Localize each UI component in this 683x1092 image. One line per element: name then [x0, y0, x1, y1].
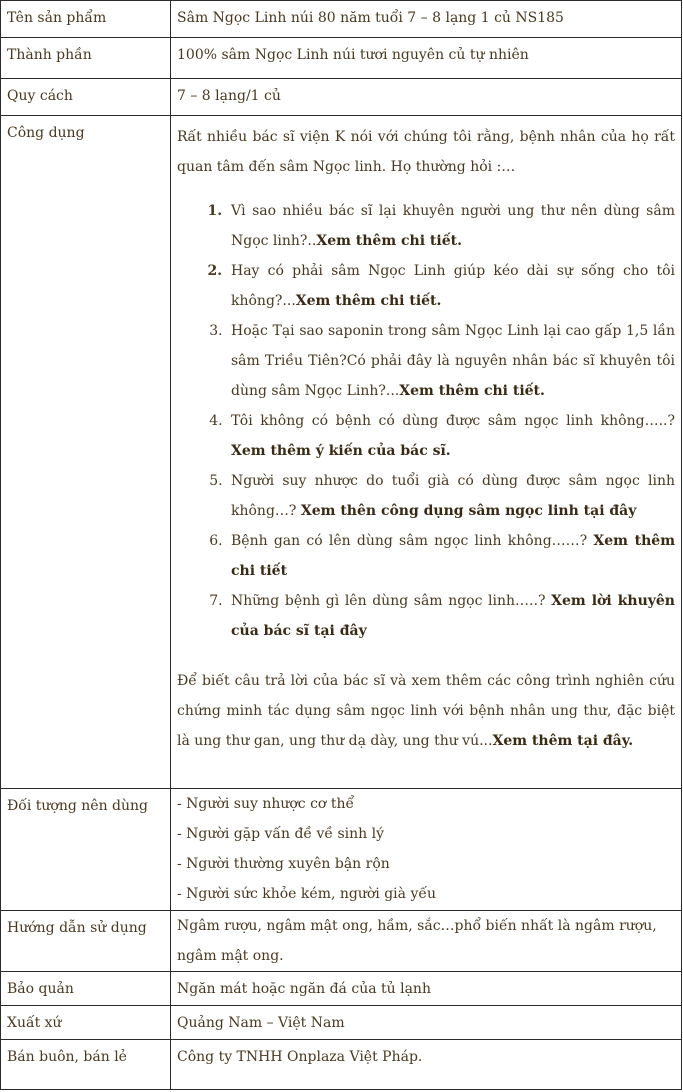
row-storage	[1, 972, 682, 1006]
see-more-link[interactable]: Xem thêm chi tiết.	[295, 293, 442, 309]
row-distributor	[1, 1040, 682, 1090]
distributor-label: Bán buôn, bán lẻ	[1, 1040, 171, 1090]
instructions-label: Hướng dẫn sử dụng	[1, 911, 171, 972]
question-item	[227, 526, 675, 586]
specification-value: 7 – 8 lạng/1 củ	[171, 79, 682, 116]
ingredients-value: 100% sâm Ngọc Linh núi tươi nguyên củ tự nhiên	[171, 38, 682, 79]
question-text: Người suy nhược do tuổi già có dùng được sâm ngọc linh không…?	[231, 473, 675, 519]
storage-value: Ngăn mát hoặc ngăn đá của tủ lạnh	[171, 972, 682, 1006]
uses-question-list	[177, 196, 675, 646]
question-item	[227, 196, 675, 256]
origin-value: Quảng Nam – Việt Nam	[171, 1006, 682, 1040]
question-text: Hay có phải sâm Ngọc Linh giúp kéo dài sự sống cho tôi không?...	[231, 263, 675, 309]
question-text: Những bệnh gì lên dùng sâm ngọc linh…..?	[231, 593, 552, 609]
product-name-label: Tên sản phẩm	[1, 1, 171, 38]
storage-label: Bảo quản	[1, 972, 171, 1006]
row-target-users	[1, 789, 682, 911]
uses-info-link[interactable]: Xem thên công dụng sâm ngọc linh tại đây	[300, 503, 637, 519]
see-more-link[interactable]: Xem thêm chi tiết.	[316, 233, 462, 249]
product-name-value: Sâm Ngọc Linh núi 80 năm tuổi 7 – 8 lạng 1 củ NS185	[171, 1, 682, 38]
target-user-item: - Người sức khỏe kém, người già yếu	[177, 886, 436, 902]
question-text: Vì sao nhiều bác sĩ lại khuyên người ung thư nên dùng sâm Ngọc linh?..	[231, 203, 675, 249]
ingredients-label: Thành phần	[1, 38, 171, 79]
question-item	[227, 466, 675, 526]
question-text: Bệnh gan có lên dùng sâm ngọc linh không……?	[231, 533, 594, 549]
see-more-link[interactable]: Xem thêm chi tiết.	[399, 383, 545, 399]
row-instructions	[1, 911, 682, 972]
row-specification	[1, 79, 682, 116]
uses-label: Công dụng	[1, 116, 171, 789]
origin-label: Xuất xứ	[1, 1006, 171, 1040]
question-text: Tôi không có bệnh có dùng được sâm ngọc linh không…..?	[231, 413, 675, 429]
instructions-value: Ngâm rượu, ngâm mật ong, hầm, sắc…phổ biến nhất là ngâm rượu, ngâm mật ong.	[171, 911, 682, 972]
closing-text: Để biết câu trả lời của bác sĩ và xem thêm các công trình nghiên cứu chứng minh tác dụng sâm ngọc linh với bệnh nhân ung thư, đặc biệt là ung thư gan, ung thư dạ dày, ung thư vú...	[177, 673, 675, 749]
doctor-advice-link[interactable]: Xem lời khuyên của bác sĩ tại đây	[231, 593, 675, 639]
row-uses	[1, 116, 682, 789]
specification-label: Quy cách	[1, 79, 171, 116]
target-user-item: - Người thường xuyên bận rộn	[177, 856, 390, 872]
question-item	[227, 406, 675, 466]
question-item	[227, 316, 675, 406]
see-more-link[interactable]: Xem thêm chi tiết	[231, 533, 676, 579]
target-users-list	[177, 789, 675, 909]
question-text: Hoặc Tại sao saponin trong sâm Ngọc Linh lại cao gấp 1,5 lần sâm Triều Tiên?Có phải đây là nguyên nhân bác sĩ khuyên tôi dùng sâm Ngọc Linh?...	[231, 323, 675, 399]
distributor-value: Công ty TNHH Onplaza Việt Pháp.	[171, 1040, 682, 1090]
uses-closing	[177, 666, 675, 756]
uses-intro: Rất nhiều bác sĩ viện K nói với chúng tôi rằng, bệnh nhân của họ rất quan tâm đến sâm Ngọc linh. Họ thường hỏi :…	[177, 129, 675, 175]
question-item	[227, 586, 675, 646]
row-ingredients	[1, 38, 682, 79]
question-item	[227, 256, 675, 316]
row-origin	[1, 1006, 682, 1040]
doctor-opinion-link[interactable]: Xem thêm ý kiến của bác sĩ.	[231, 443, 451, 459]
target-user-item: - Người suy nhược cơ thể	[177, 796, 355, 812]
target-users-label: Đối tượng nên dùng	[1, 789, 171, 911]
row-product-name	[1, 1, 682, 38]
target-users-value	[171, 789, 682, 911]
target-user-item: - Người gặp vấn đề về sinh lý	[177, 826, 384, 842]
uses-value	[171, 116, 682, 789]
closing-see-more-link[interactable]: Xem thêm tại đây.	[492, 733, 634, 749]
